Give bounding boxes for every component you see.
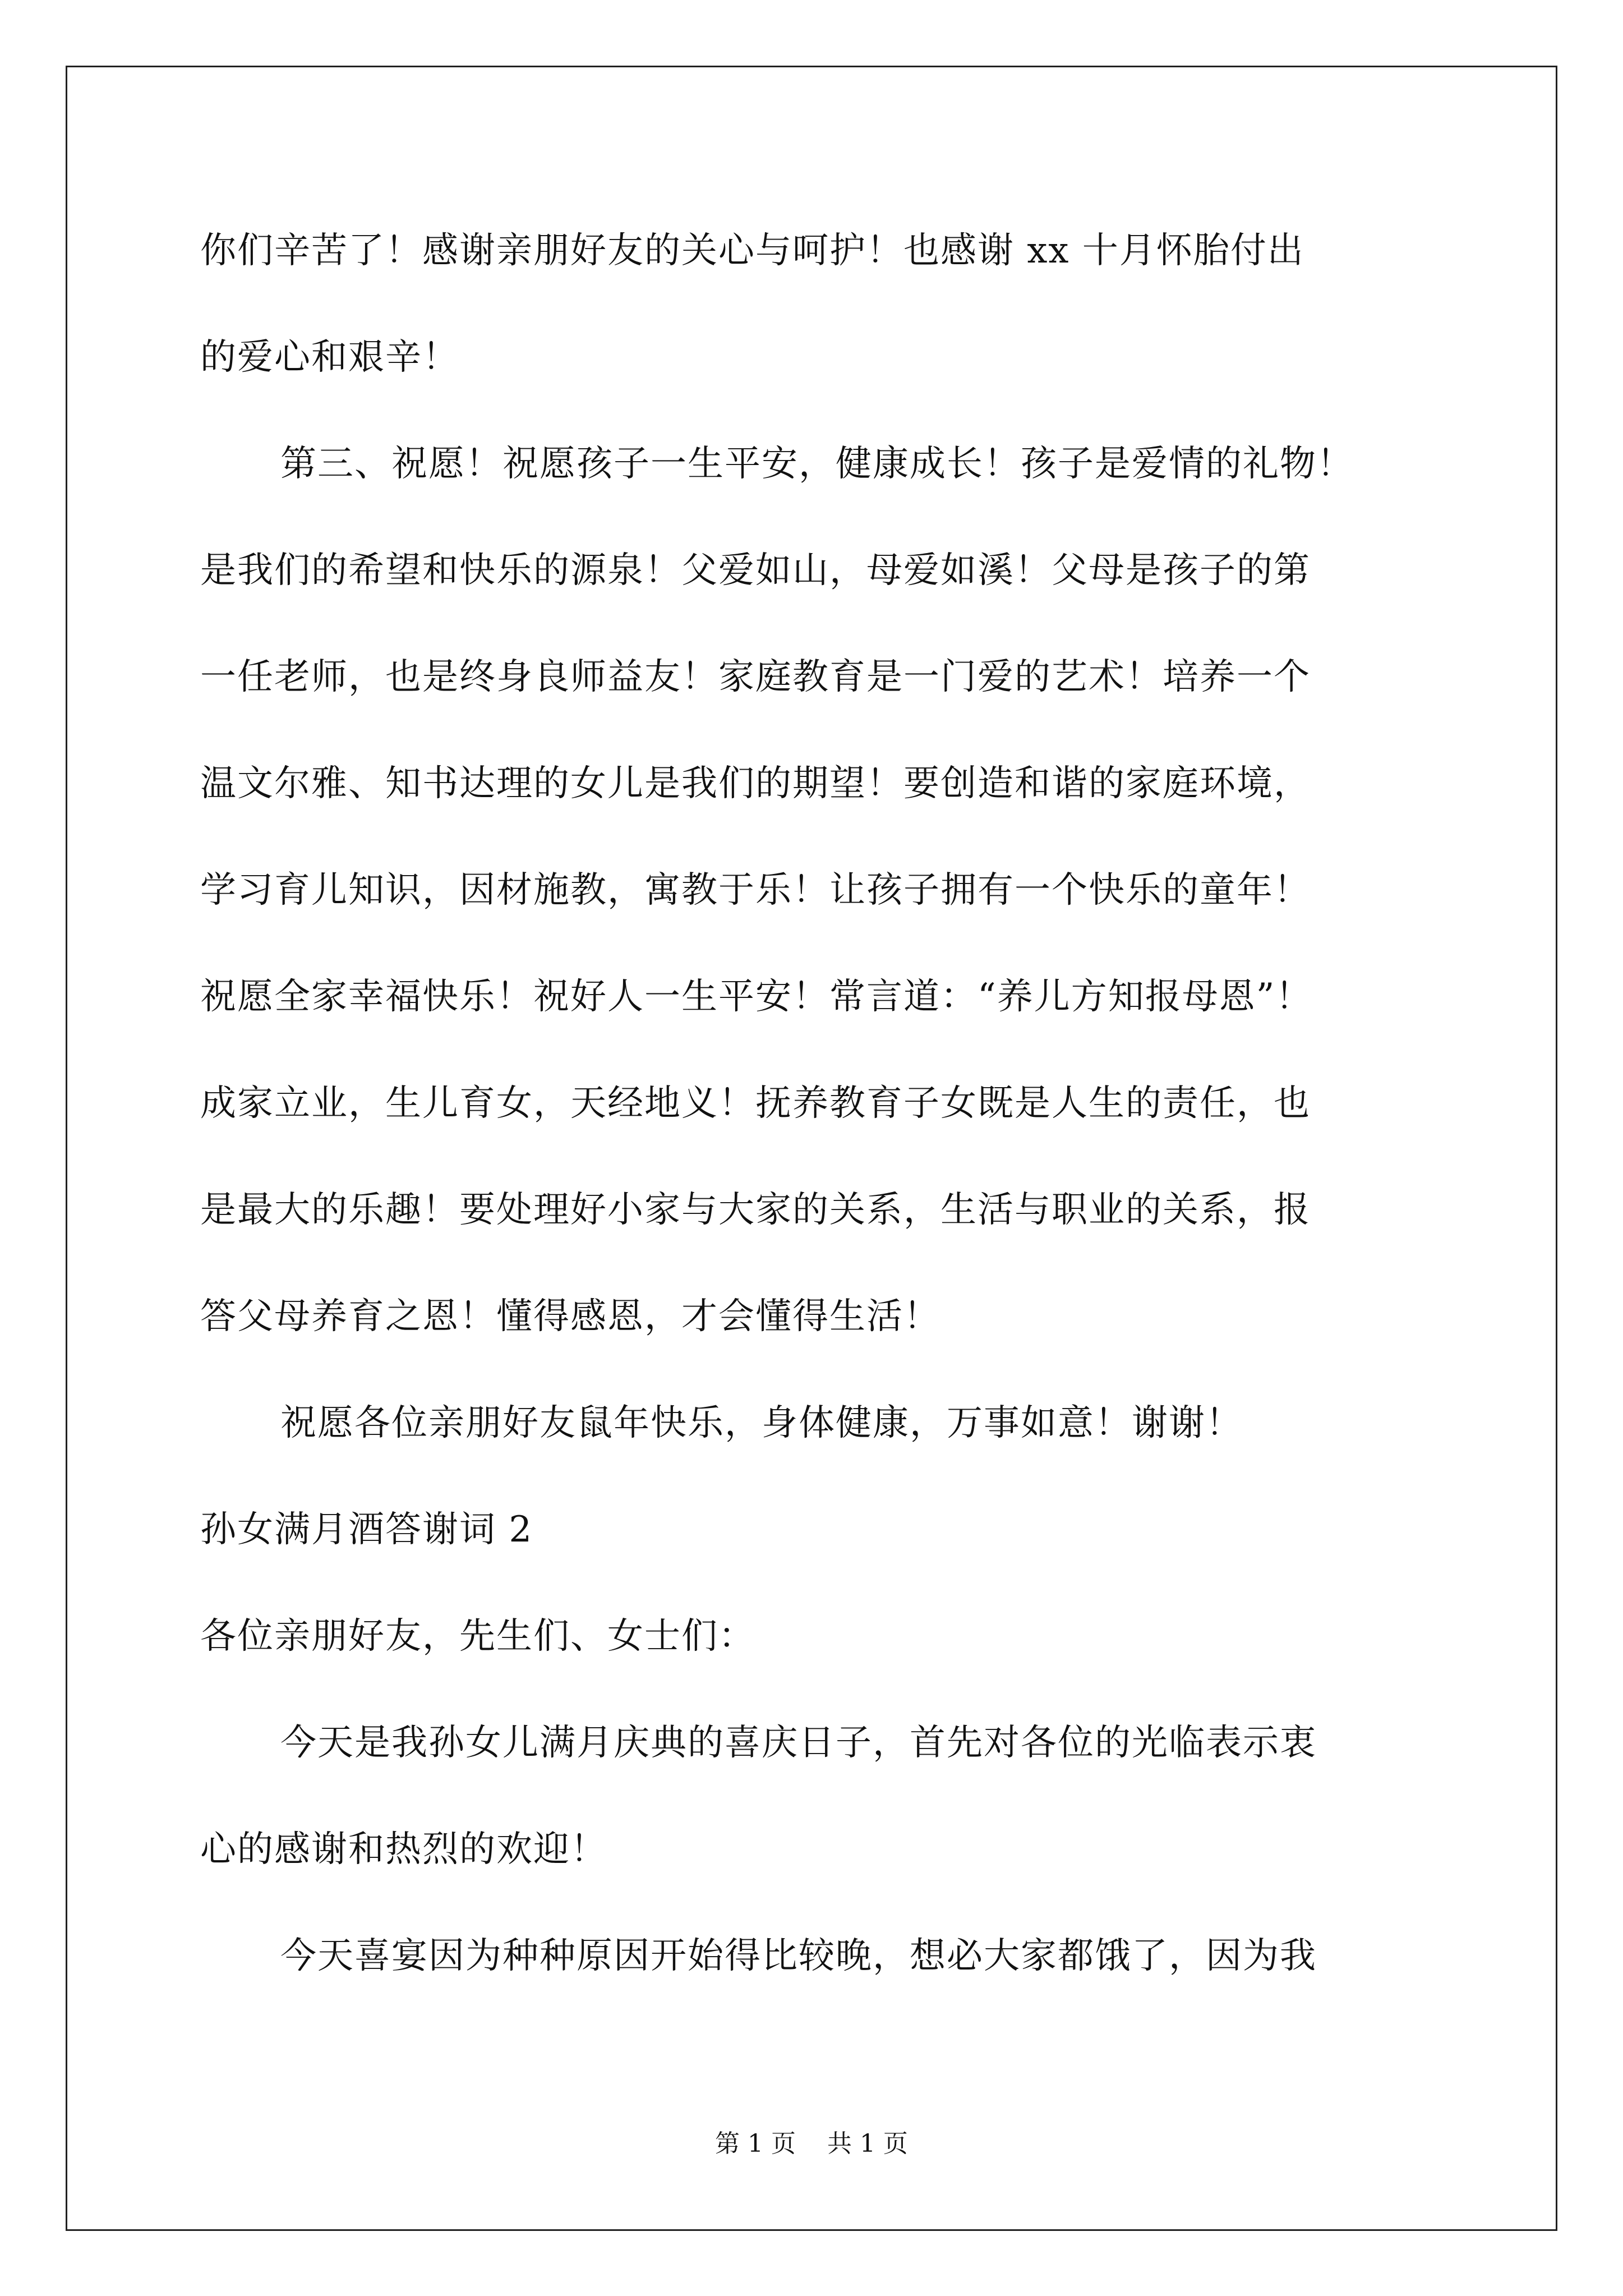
body-text-line: 学习育儿知识，因材施教，寓教于乐！让孩子拥有一个快乐的童年！ <box>200 869 1311 911</box>
salutation-line: 各位亲朋好友，先生们、女士们： <box>200 1616 755 1657</box>
body-text-line: 你们辛苦了！感谢亲朋好友的关心与呵护！也感谢 xx 十月怀胎付出 <box>200 230 1304 272</box>
body-text-line: 祝愿全家幸福快乐！祝好人一生平安！常言道：“养儿方知报母恩”！ <box>200 976 1313 1018</box>
paragraph-start-line: 今天是我孙女儿满月庆典的喜庆日子，首先对各位的光临表示衷 <box>280 1722 1317 1764</box>
body-text-line: 心的感谢和热烈的欢迎！ <box>200 1829 607 1870</box>
body-text-line: 一任老师，也是终身良师益友！家庭教育是一门爱的艺术！培养一个 <box>200 656 1311 698</box>
body-text-line: 的爱心和艰辛！ <box>200 337 459 378</box>
page-border <box>66 66 1557 2231</box>
section-heading: 孙女满月酒答谢词 2 <box>200 1509 533 1550</box>
page-footer: 第 1 页 共 1 页 <box>715 2129 908 2158</box>
body-text-line: 是我们的希望和快乐的源泉！父爱如山，母爱如溪！父母是孩子的第 <box>200 550 1311 591</box>
body-text-line: 成家立业，生儿育女，天经地义！抚养教育子女既是人生的责任，也 <box>200 1083 1311 1124</box>
paragraph-start-line: 第三、祝愿！祝愿孩子一生平安，健康成长！孩子是爱情的礼物！ <box>280 443 1354 485</box>
body-text-line: 答父母养育之恩！懂得感恩，才会懂得生活！ <box>200 1296 940 1337</box>
body-text-line: 是最大的乐趣！要处理好小家与大家的关系，生活与职业的关系，报 <box>200 1189 1311 1231</box>
paragraph-start-line: 祝愿各位亲朋好友鼠年快乐，身体健康，万事如意！谢谢！ <box>280 1402 1243 1444</box>
paragraph-start-line: 今天喜宴因为种种原因开始得比较晚，想必大家都饿了，因为我 <box>280 1935 1317 1977</box>
body-text-line: 温文尔雅、知书达理的女儿是我们的期望！要创造和谐的家庭环境， <box>200 763 1311 804</box>
